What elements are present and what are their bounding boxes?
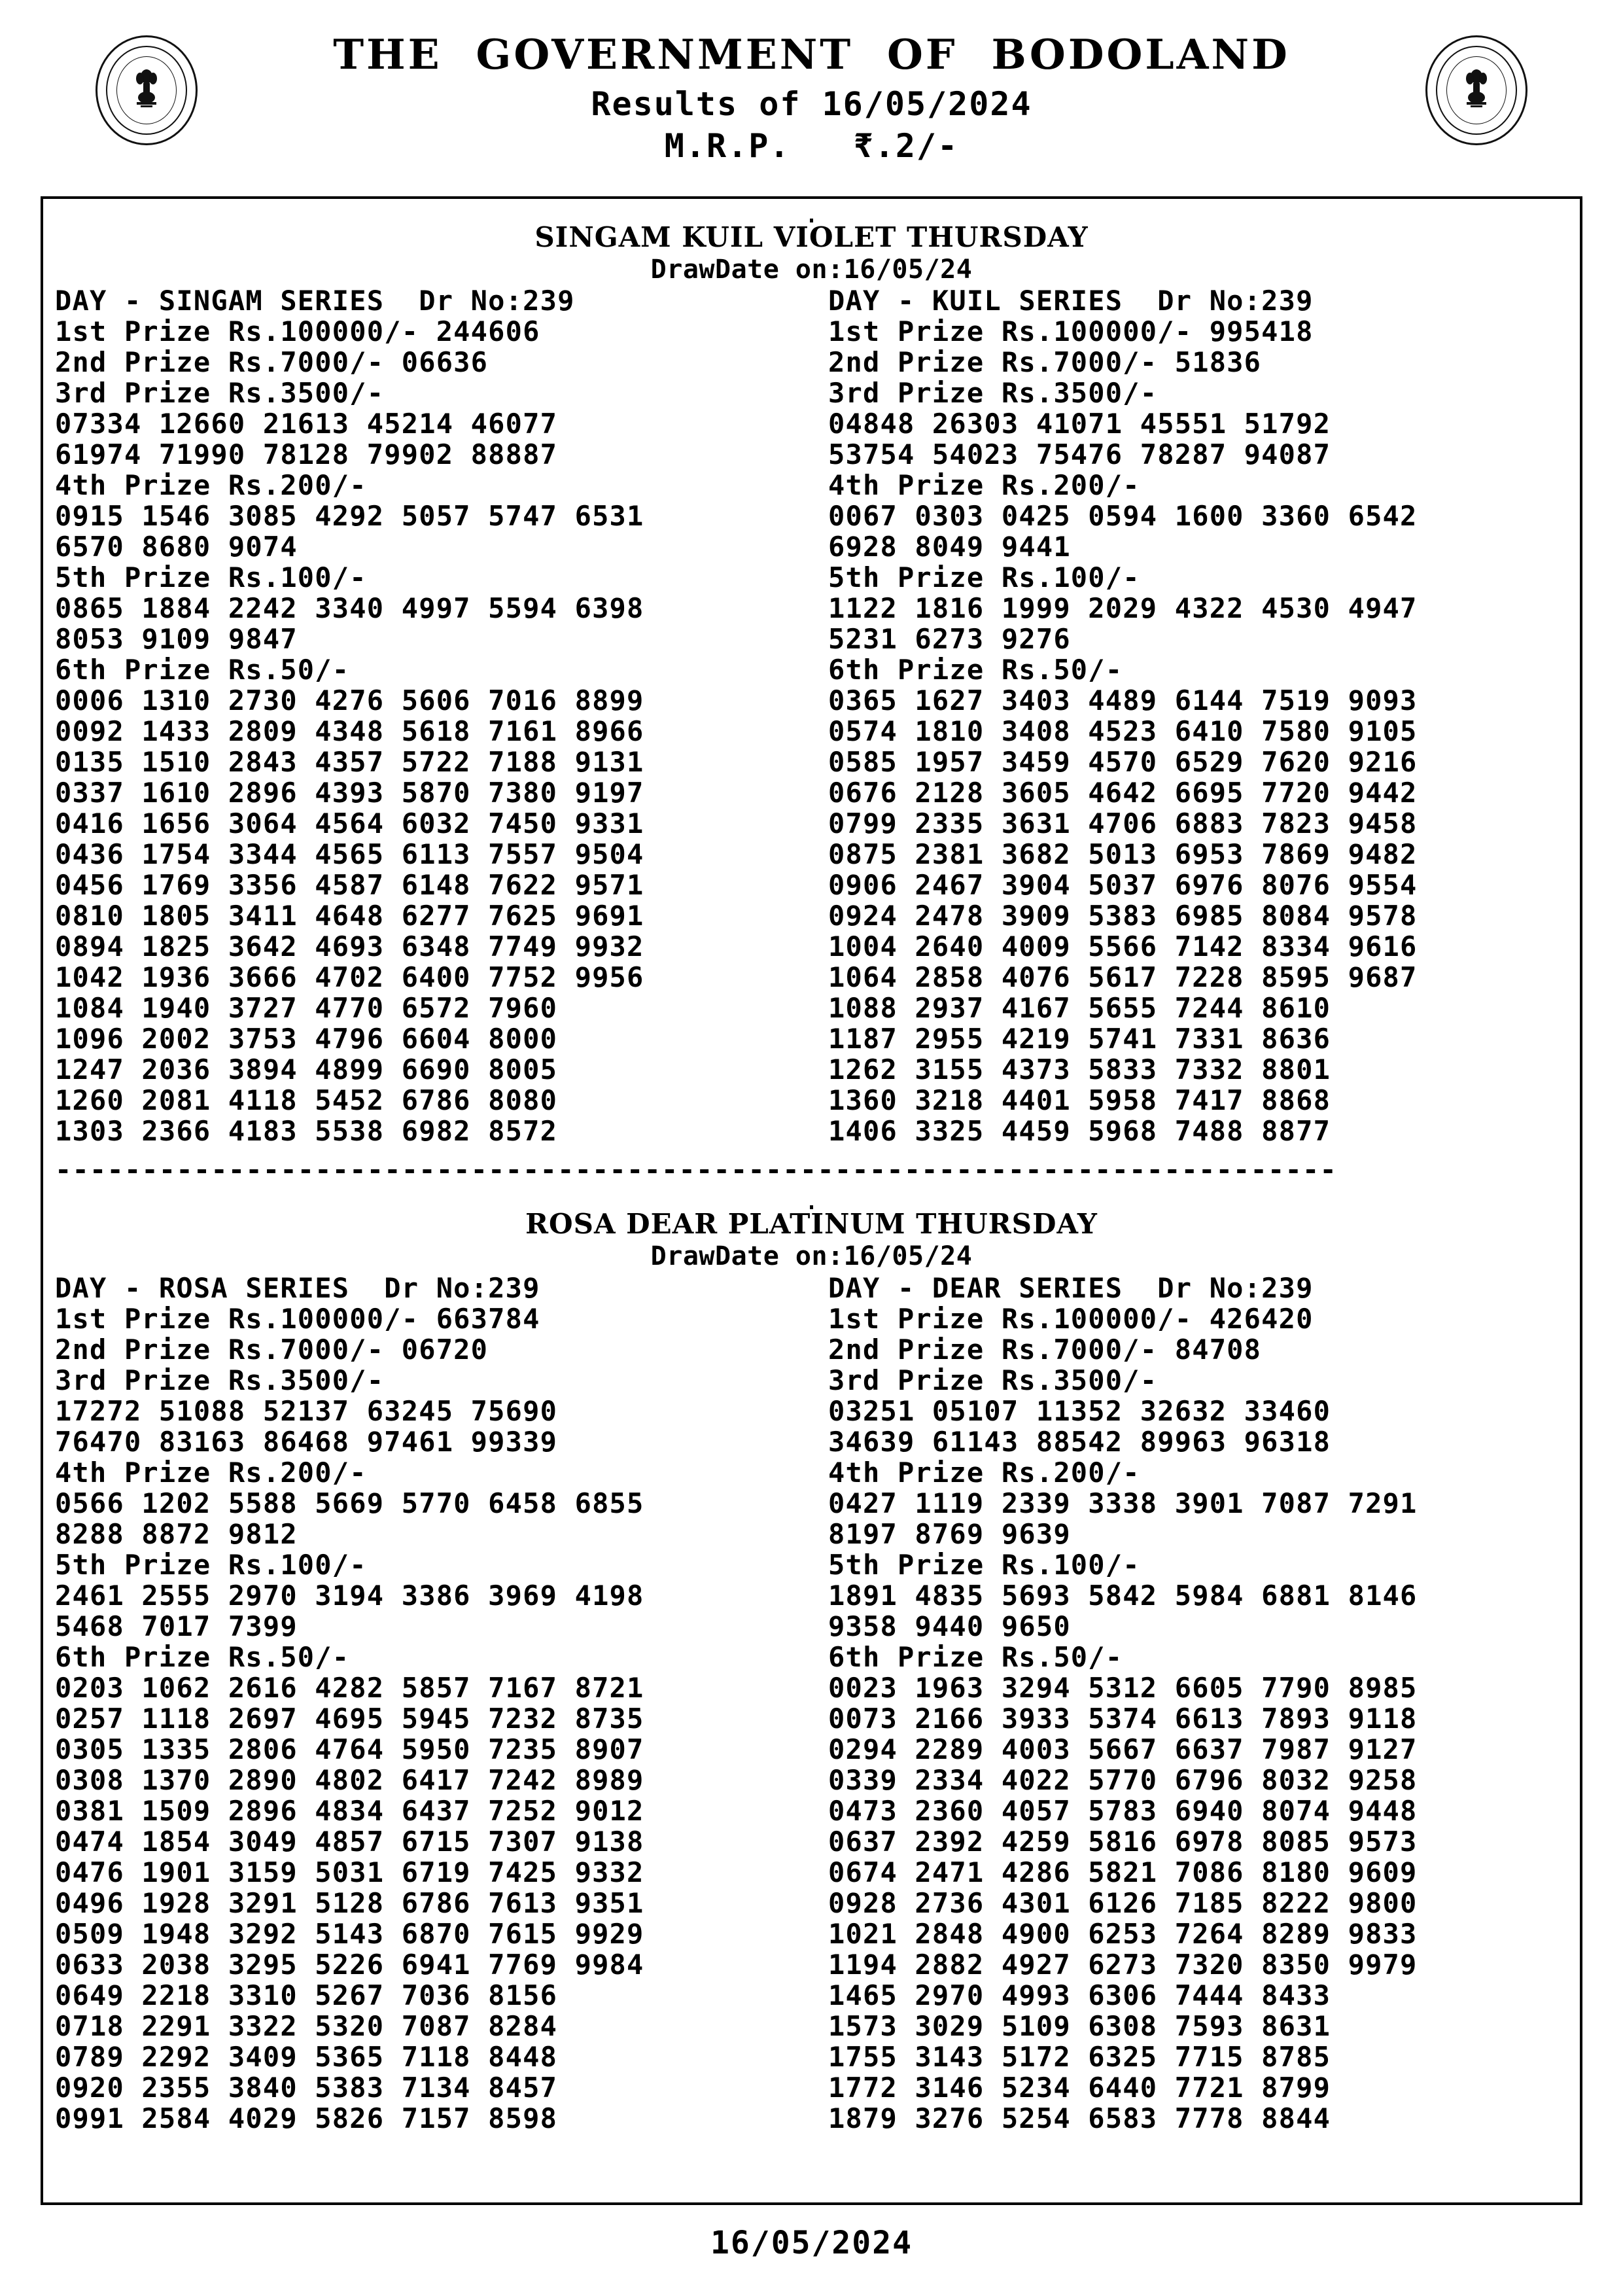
prize-5th-label: 5th Prize Rs.100/- (55, 561, 367, 594)
prize-6th-label: 6th Prize Rs.50/- (55, 1640, 350, 1673)
prize-6th-row: 0676 2128 3605 4642 6695 7720 9442 (828, 777, 1418, 809)
prize-6th-row: 0073 2166 3933 5374 6613 7893 9118 (828, 1702, 1418, 1735)
prize-6th-label: 6th Prize Rs.50/- (828, 1640, 1123, 1673)
prize-6th-row: 0920 2355 3840 5383 7134 8457 (55, 2071, 558, 2104)
prize-5th-label: 5th Prize Rs.100/- (828, 1548, 1140, 1581)
draw-title-group (43, 199, 1580, 285)
prize-6th-row: 0928 2736 4301 6126 7185 8222 9800 (828, 1886, 1418, 1919)
prize-6th-row: 1303 2366 4183 5538 6982 8572 (55, 1115, 558, 1148)
page-title: THE GOVERNMENT OF BODOLAND (333, 30, 1290, 79)
prize-3rd-row: 17272 51088 52137 63245 75690 (55, 1394, 558, 1427)
prize-6th-label: 6th Prize Rs.50/- (55, 654, 350, 686)
prize-6th-row: 1194 2882 4927 6273 7320 8350 9979 (828, 1948, 1418, 1981)
prize-5th-row: 5231 6273 9276 (828, 623, 1071, 656)
prize-4th-row: 8288 8872 9812 (55, 1517, 298, 1550)
prize-6th-row: 1088 2937 4167 5655 7244 8610 (828, 992, 1331, 1025)
draw-1-left-column (55, 1273, 814, 2134)
prize-5th-label: 5th Prize Rs.100/- (828, 561, 1140, 594)
draw-0-right-column (814, 285, 1573, 1146)
results-container (41, 196, 1582, 2205)
prize-3rd-row: 61974 71990 78128 79902 88887 (55, 438, 558, 471)
prize-3rd-row: 53754 54023 75476 78287 94087 (828, 438, 1331, 471)
prize-6th-row: 1187 2955 4219 5741 7331 8636 (828, 1023, 1331, 1055)
prize-6th-row: 0294 2289 4003 5667 6637 7987 9127 (828, 1733, 1418, 1765)
prize-6th-row: 0092 1433 2809 4348 5618 7161 8966 (55, 715, 644, 748)
prize-2nd-line: 2nd Prize Rs.7000/- 84708 (828, 1333, 1262, 1366)
prize-6th-row: 1360 3218 4401 5958 7417 8868 (828, 1084, 1331, 1117)
prize-6th-row: 0476 1901 3159 5031 6719 7425 9332 (55, 1856, 644, 1888)
prize-6th-row: 0637 2392 4259 5816 6978 8085 9573 (828, 1825, 1418, 1858)
draw-dot-marker: . (803, 199, 820, 229)
prize-6th-row: 0308 1370 2890 4802 6417 7242 8989 (55, 1763, 644, 1796)
prize-6th-row: 1004 2640 4009 5566 7142 8334 9616 (828, 930, 1418, 963)
prize-4th-row: 0566 1202 5588 5669 5770 6458 6855 (55, 1487, 644, 1519)
prize-6th-row: 0416 1656 3064 4564 6032 7450 9331 (55, 807, 644, 840)
prize-1st-line: 1st Prize Rs.100000/- 663784 (55, 1302, 540, 1335)
seal-right-ring-inner (1436, 46, 1517, 135)
draw-0-left-column (55, 285, 814, 1146)
prize-6th-row: 0203 1062 2616 4282 5857 7167 8721 (55, 1671, 644, 1704)
header-title-group (0, 31, 1623, 167)
prize-3rd-row: 34639 61143 88542 89963 96318 (828, 1425, 1331, 1458)
prize-3rd-label: 3rd Prize Rs.3500/- (828, 377, 1158, 410)
prize-3rd-row: 03251 05107 11352 32632 33460 (828, 1394, 1331, 1427)
prize-6th-row: 1573 3029 5109 6308 7593 8631 (828, 2009, 1331, 2042)
series-header: DAY - ROSA SERIES Dr No:239 (55, 1271, 540, 1304)
prize-4th-row: 0427 1119 2339 3338 3901 7087 7291 (828, 1487, 1418, 1519)
prize-6th-row: 0789 2292 3409 5365 7118 8448 (55, 2040, 558, 2073)
prize-6th-row: 0574 1810 3408 4523 6410 7580 9105 (828, 715, 1418, 748)
prize-6th-row: 1247 2036 3894 4899 6690 8005 (55, 1053, 558, 1086)
prize-1st-line: 1st Prize Rs.100000/- 995418 (828, 315, 1314, 348)
prize-6th-row: 1772 3146 5234 6440 7721 8799 (828, 2071, 1331, 2104)
draw-title: ROSA DEAR PLATINUM THURSDAY (525, 1208, 1098, 1241)
prize-6th-row: 1096 2002 3753 4796 6604 8000 (55, 1023, 558, 1055)
prize-5th-row: 0865 1884 2242 3340 4997 5594 6398 (55, 592, 644, 625)
prize-6th-row: 0436 1754 3344 4565 6113 7557 9504 (55, 838, 644, 871)
prize-1st-line: 1st Prize Rs.100000/- 244606 (55, 315, 540, 348)
prize-4th-row: 6570 8680 9074 (55, 531, 298, 563)
prize-2nd-line: 2nd Prize Rs.7000/- 06720 (55, 1333, 489, 1366)
page-header (0, 0, 1623, 196)
prize-6th-row: 1879 3276 5254 6583 7778 8844 (828, 2102, 1331, 2134)
prize-5th-row: 5468 7017 7399 (55, 1610, 298, 1642)
prize-6th-label: 6th Prize Rs.50/- (828, 654, 1123, 686)
prize-5th-row: 8053 9109 9847 (55, 623, 298, 656)
prize-6th-row: 0633 2038 3295 5226 6941 7769 9984 (55, 1948, 644, 1981)
prize-5th-row: 9358 9440 9650 (828, 1610, 1071, 1642)
prize-6th-row: 1260 2081 4118 5452 6786 8080 (55, 1084, 558, 1117)
prize-6th-row: 0339 2334 4022 5770 6796 8032 9258 (828, 1763, 1418, 1796)
prize-6th-row: 0875 2381 3682 5013 6953 7869 9482 (828, 838, 1418, 871)
prize-3rd-label: 3rd Prize Rs.3500/- (55, 1364, 385, 1396)
prize-6th-row: 0810 1805 3411 4648 6277 7625 9691 (55, 900, 644, 932)
prize-6th-row: 0496 1928 3291 5128 6786 7613 9351 (55, 1886, 644, 1919)
draw-columns (43, 285, 1580, 1146)
series-header: DAY - DEAR SERIES Dr No:239 (828, 1271, 1314, 1304)
prize-6th-row: 0456 1769 3356 4587 6148 7622 9571 (55, 869, 644, 902)
draw-date: DrawDate on:16/05/24 (650, 1241, 973, 1271)
prize-6th-row: 0023 1963 3294 5312 6605 7790 8985 (828, 1671, 1418, 1704)
prize-6th-row: 0305 1335 2806 4764 5950 7235 8907 (55, 1733, 644, 1765)
prize-6th-row: 0365 1627 3403 4489 6144 7519 9093 (828, 684, 1418, 717)
prize-6th-row: 0906 2467 3904 5037 6976 8076 9554 (828, 869, 1418, 902)
prize-1st-line: 1st Prize Rs.100000/- 426420 (828, 1302, 1314, 1335)
prize-6th-row: 1064 2858 4076 5617 7228 8595 9687 (828, 961, 1418, 994)
prize-6th-row: 1042 1936 3666 4702 6400 7752 9956 (55, 961, 644, 994)
prize-3rd-row: 07334 12660 21613 45214 46077 (55, 408, 558, 440)
prize-4th-row: 8197 8769 9639 (828, 1517, 1071, 1550)
prize-5th-label: 5th Prize Rs.100/- (55, 1548, 367, 1581)
prize-6th-row: 0473 2360 4057 5783 6940 8074 9448 (828, 1794, 1418, 1827)
prize-6th-row: 0924 2478 3909 5383 6985 8084 9578 (828, 900, 1418, 932)
mrp-line: M.R.P. ₹.2/- (664, 126, 959, 165)
prize-6th-row: 0509 1948 3292 5143 6870 7615 9929 (55, 1917, 644, 1950)
prize-6th-row: 0474 1854 3049 4857 6715 7307 9138 (55, 1825, 644, 1858)
draw-date: DrawDate on:16/05/24 (650, 254, 973, 285)
draw-1-right-column (814, 1273, 1573, 2134)
prize-4th-row: 0915 1546 3085 4292 5057 5747 6531 (55, 500, 644, 533)
national-emblem-icon (1461, 67, 1492, 113)
government-seal-right-icon (1425, 35, 1527, 145)
prize-3rd-label: 3rd Prize Rs.3500/- (828, 1364, 1158, 1396)
prize-6th-row: 0585 1957 3459 4570 6529 7620 9216 (828, 746, 1418, 779)
prize-6th-row: 0718 2291 3322 5320 7087 8284 (55, 2009, 558, 2042)
prize-6th-row: 1262 3155 4373 5833 7332 8801 (828, 1053, 1331, 1086)
prize-6th-row: 0649 2218 3310 5267 7036 8156 (55, 1979, 558, 2011)
series-header: DAY - SINGAM SERIES Dr No:239 (55, 285, 575, 317)
prize-6th-row: 1084 1940 3727 4770 6572 7960 (55, 992, 558, 1025)
prize-4th-row: 6928 8049 9441 (828, 531, 1071, 563)
prize-5th-row: 1122 1816 1999 2029 4322 4530 4947 (828, 592, 1418, 625)
draw-columns (43, 1273, 1580, 2134)
page-footer (0, 2225, 1623, 2261)
prize-6th-row: 1465 2970 4993 6306 7444 8433 (828, 1979, 1331, 2011)
prize-6th-row: 0257 1118 2697 4695 5945 7232 8735 (55, 1702, 644, 1735)
prize-6th-row: 0991 2584 4029 5826 7157 8598 (55, 2102, 558, 2134)
prize-5th-row: 1891 4835 5693 5842 5984 6881 8146 (828, 1579, 1418, 1612)
prize-4th-label: 4th Prize Rs.200/- (828, 1456, 1140, 1489)
footer-date: 16/05/2024 (710, 2225, 913, 2261)
draw-title-group (43, 1186, 1580, 1272)
prize-3rd-label: 3rd Prize Rs.3500/- (55, 377, 385, 410)
section-separator: -------------------------------------------------------------------------- (55, 1157, 1337, 1186)
draw-block-0 (43, 199, 1580, 1146)
prize-2nd-line: 2nd Prize Rs.7000/- 06636 (55, 346, 489, 379)
draw-title: SINGAM KUIL VIOLET THURSDAY (534, 221, 1089, 253)
prize-5th-row: 2461 2555 2970 3194 3386 3969 4198 (55, 1579, 644, 1612)
prize-4th-label: 4th Prize Rs.200/- (55, 469, 367, 502)
results-of-line: Results of 16/05/2024 (591, 84, 1032, 123)
prize-6th-row: 1406 3325 4459 5968 7488 8877 (828, 1115, 1331, 1148)
draw-block-1 (43, 1186, 1580, 2133)
seal-right-ring-core (1446, 56, 1507, 124)
prize-4th-label: 4th Prize Rs.200/- (55, 1456, 367, 1489)
prize-6th-row: 0894 1825 3642 4693 6348 7749 9932 (55, 930, 644, 963)
prize-6th-row: 0674 2471 4286 5821 7086 8180 9609 (828, 1856, 1418, 1888)
prize-6th-row: 0799 2335 3631 4706 6883 7823 9458 (828, 807, 1418, 840)
draw-blocks-root (43, 199, 1580, 2134)
prize-2nd-line: 2nd Prize Rs.7000/- 51836 (828, 346, 1262, 379)
prize-6th-row: 0135 1510 2843 4357 5722 7188 9131 (55, 746, 644, 779)
draw-dot-marker: . (803, 1186, 820, 1216)
prize-4th-label: 4th Prize Rs.200/- (828, 469, 1140, 502)
prize-6th-row: 1755 3143 5172 6325 7715 8785 (828, 2040, 1331, 2073)
prize-3rd-row: 04848 26303 41071 45551 51792 (828, 408, 1331, 440)
prize-6th-row: 1021 2848 4900 6253 7264 8289 9833 (828, 1917, 1418, 1950)
prize-4th-row: 0067 0303 0425 0594 1600 3360 6542 (828, 500, 1418, 533)
series-header: DAY - KUIL SERIES Dr No:239 (828, 285, 1314, 317)
prize-6th-row: 0337 1610 2896 4393 5870 7380 9197 (55, 777, 644, 809)
prize-3rd-row: 76470 83163 86468 97461 99339 (55, 1425, 558, 1458)
section-spacer (43, 1146, 1580, 1157)
prize-6th-row: 0381 1509 2896 4834 6437 7252 9012 (55, 1794, 644, 1827)
prize-6th-row: 0006 1310 2730 4276 5606 7016 8899 (55, 684, 644, 717)
